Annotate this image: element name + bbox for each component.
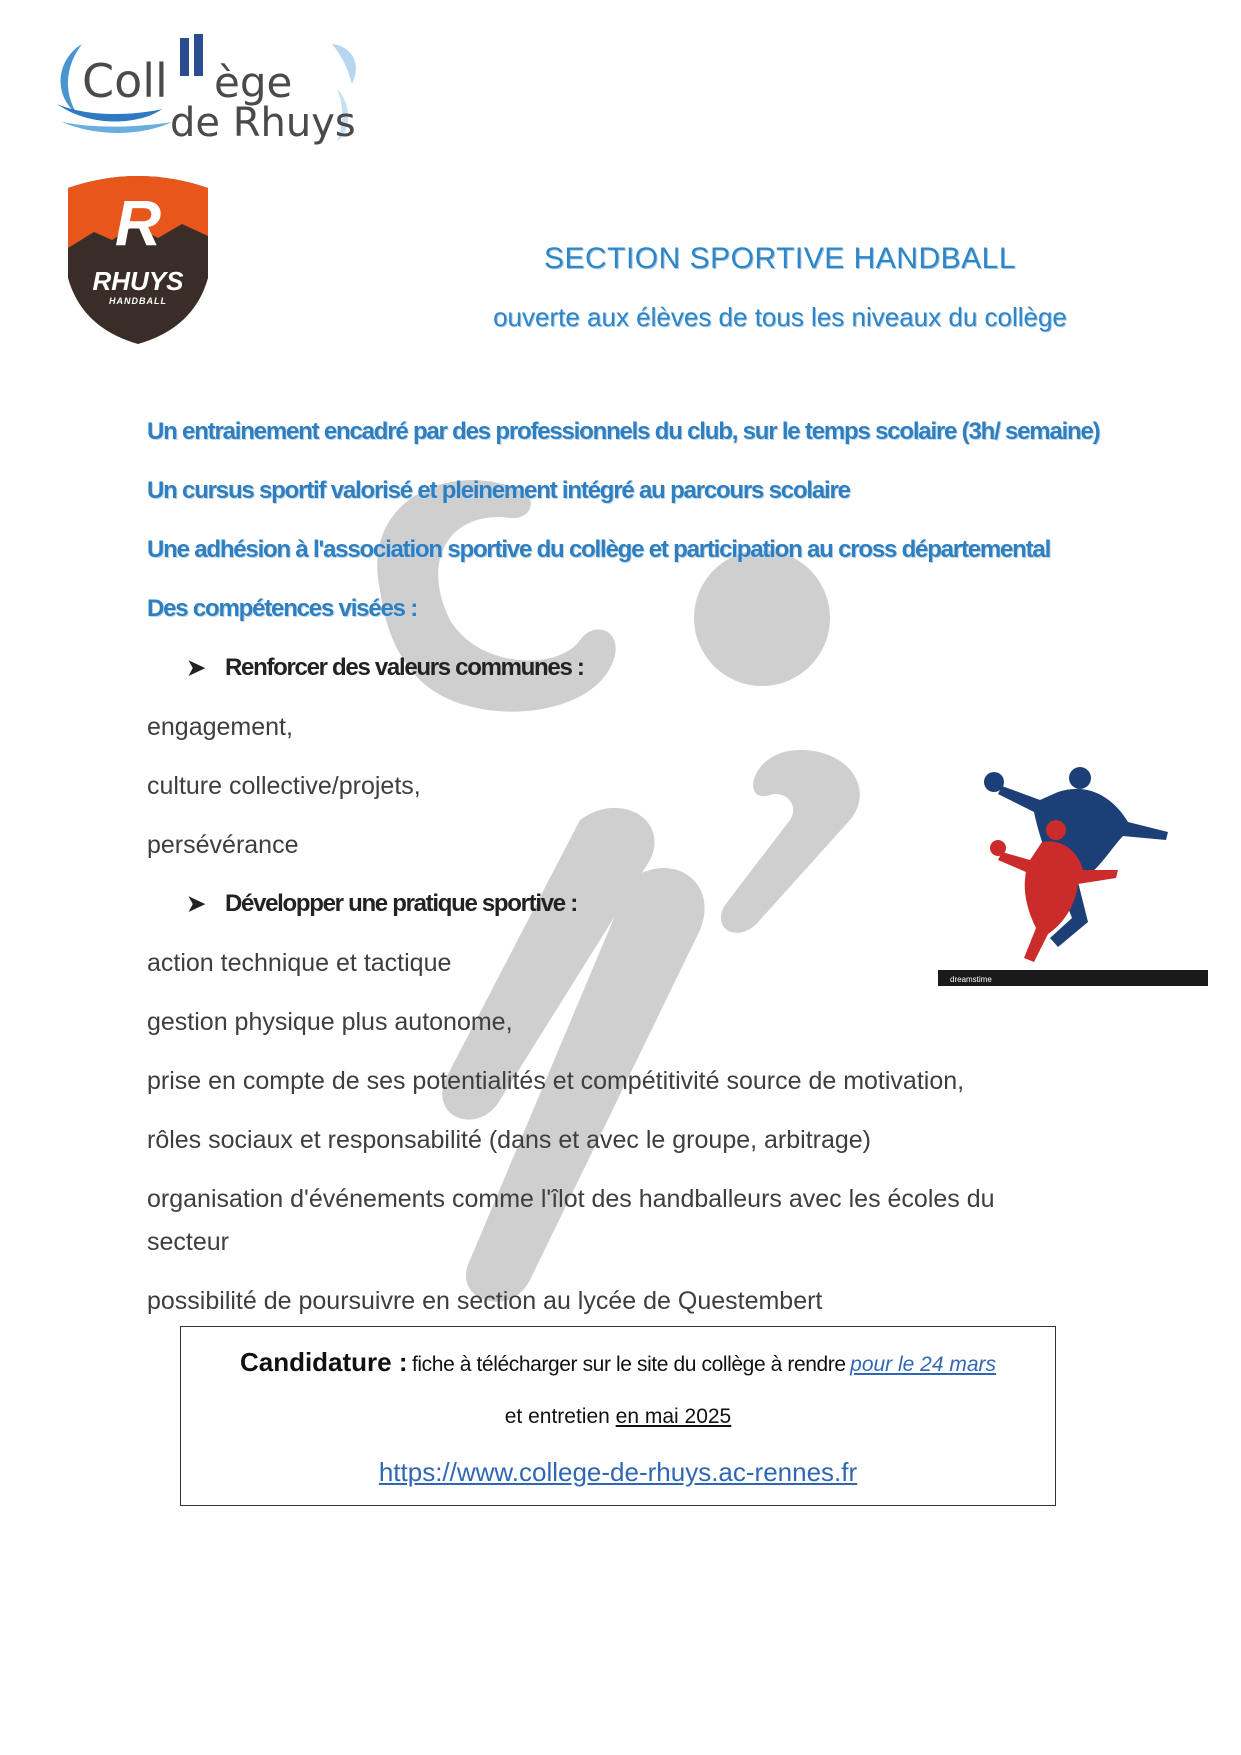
section-values-heading-text: Renforcer des valeurs communes : — [225, 654, 584, 681]
candidature-box — [180, 1326, 1056, 1506]
college-logo — [52, 14, 372, 144]
club-logo-sub: HANDBALL — [109, 296, 167, 306]
list-item: secteur — [147, 1228, 229, 1256]
handball-players-image — [938, 752, 1208, 990]
candidature-line-3 — [181, 1457, 1055, 1488]
club-logo-letter: R — [114, 187, 162, 259]
college-website-link[interactable]: https://www.college-de-rhuys.ac-rennes.fr — [378, 1457, 858, 1487]
page-subtitle: ouverte aux élèves de tous les niveaux du collège — [493, 302, 1067, 332]
highlight-competences: Des compétences visées : — [147, 595, 418, 622]
list-item: culture collective/projets, — [147, 772, 421, 800]
college-logo-word-ege: ège — [214, 58, 293, 107]
candidature-label: Candidature : — [239, 1347, 408, 1377]
interview-date: en mai 2025 — [615, 1405, 732, 1428]
list-item: prise en compte de ses potentialités et compétitivité source de motivation, — [147, 1067, 965, 1095]
interview-text: et entretien — [504, 1405, 610, 1428]
list-item: rôles sociaux et responsabilité (dans et avec le groupe, arbitrage) — [147, 1126, 872, 1154]
college-logo-word-rhuys: de Rhuys — [170, 100, 356, 146]
club-logo — [64, 168, 212, 346]
players-illustration-icon — [938, 752, 1208, 990]
highlight-cursus: Un cursus sportif valorisé et pleinement intégré au parcours scolaire — [147, 477, 850, 504]
list-item: possibilité de poursuivre en section au lycée de Questembert — [147, 1287, 823, 1315]
list-item: engagement, — [147, 713, 293, 741]
list-item: persévérance — [147, 831, 299, 859]
list-item: gestion physique plus autonome, — [147, 1008, 513, 1036]
candidature-line-2 — [181, 1405, 1055, 1429]
list-item: organisation d'événements comme l'îlot des handballeurs avec les écoles du — [147, 1185, 995, 1213]
arrow-bullet-icon: ➤ — [187, 655, 205, 680]
section-practice-heading — [187, 890, 577, 918]
highlight-association: Une adhésion à l'association sportive du collège et participation au cross départemental — [147, 536, 1051, 563]
section-practice-heading-text: Développer une pratique sportive : — [225, 890, 577, 917]
deadline-link[interactable]: pour le 24 mars — [850, 1353, 997, 1376]
page-title: SECTION SPORTIVE HANDBALL — [543, 242, 1017, 275]
college-logo-word-coll: Coll — [82, 54, 168, 108]
section-values-heading — [187, 654, 584, 682]
list-item: action technique et tactique — [147, 949, 452, 977]
image-caption: dreamstime — [950, 975, 992, 984]
candidature-line-1 — [181, 1347, 1055, 1378]
highlight-training: Un entrainement encadré par des professionnels du club, sur le temps scolaire (3h/ semaine) — [147, 418, 1100, 445]
arrow-bullet-icon: ➤ — [187, 891, 205, 916]
club-logo-name: RHUYS — [92, 266, 184, 296]
candidature-text: fiche à télécharger sur le site du collège à rendre — [411, 1353, 846, 1376]
